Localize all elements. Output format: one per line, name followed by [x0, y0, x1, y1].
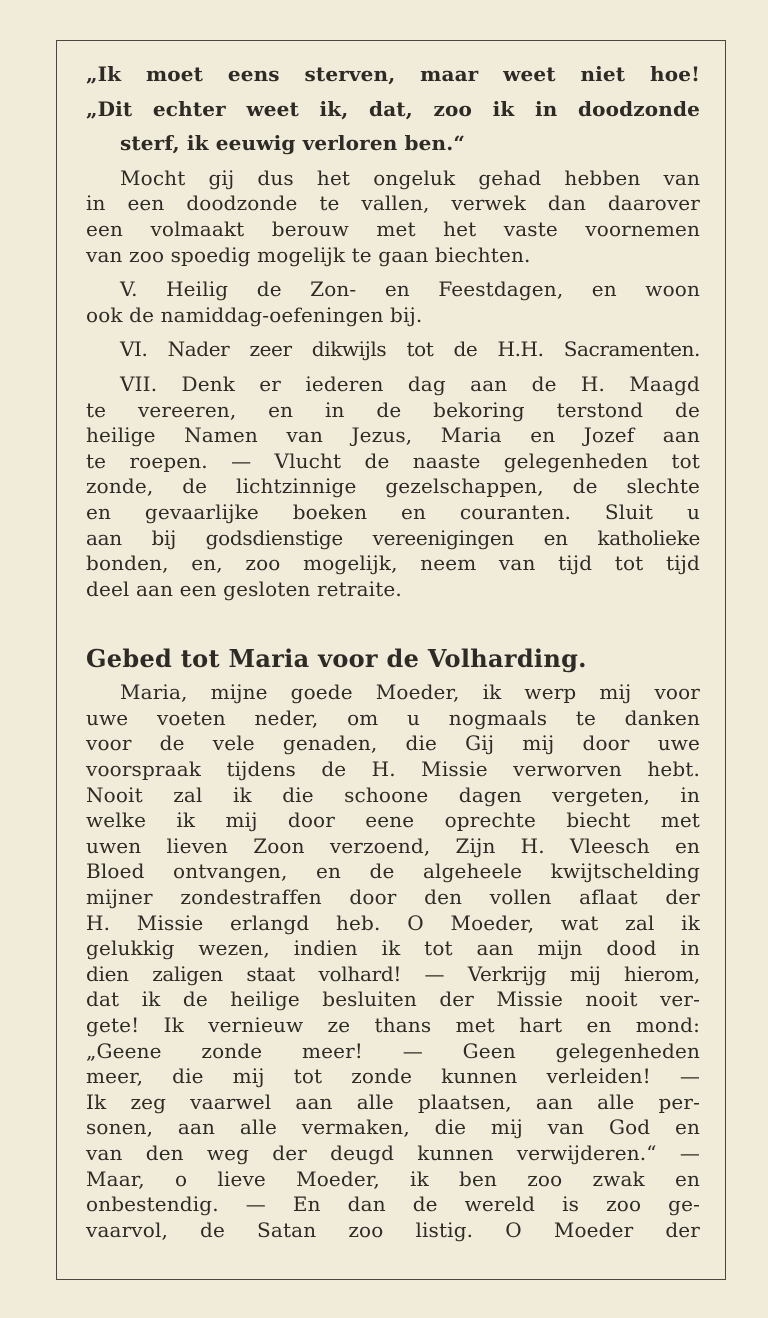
text-line: te vereeren, en in de bekoring terstond de [86, 397, 700, 422]
text-line: deel aan een gesloten retraite. [86, 576, 402, 601]
text-line: in een doodzonde te vallen, verwek dan daarover [86, 191, 700, 216]
text-line: onbestendig. — En dan de wereld is zoo ge- [86, 1192, 700, 1217]
paragraph-rule-seven [86, 372, 700, 602]
quote-line: „Dit echter weet ik, dat, zoo ik in doodzonde [86, 96, 700, 121]
quote-line: sterf, ik eeuwig verloren ben.“ [120, 131, 465, 156]
text-line: gete! Ik vernieuw ze thans met hart en mond: [86, 1013, 700, 1037]
paragraph-rule-six [86, 337, 700, 363]
text-line: VII. Denk er iederen dag aan de H. Maagd [120, 371, 700, 396]
text-line: en gevaarlijke boeken en couranten. Sluit u [86, 499, 700, 524]
paragraph-repentance [86, 166, 700, 268]
text-line: vaarvol, de Satan zoo listig. O Moeder der [86, 1217, 700, 1242]
text-line: „Geene zonde meer! — Geen gelegenheden [86, 1038, 700, 1063]
text-line: dat ik de heilige besluiten der Missie nooit ver- [86, 987, 700, 1012]
text-line: van zoo spoedig mogelijk te gaan biechten. [86, 242, 531, 267]
text-line: aan bij godsdienstige vereenigingen en katholieke [86, 525, 700, 550]
text-line: welke ik mij door eene oprechte biecht met [86, 808, 700, 833]
text-line: ook de namiddag-oefeningen bij. [86, 302, 423, 327]
quote-line: „Ik moet eens sterven, maar weet niet hoe! [86, 62, 700, 86]
text-line: een volmaakt berouw met het vaste voornemen [86, 216, 700, 241]
text-line: voorspraak tijdens de H. Missie verworven hebt. [86, 757, 700, 782]
text-line: voor de vele genaden, die Gij mij door uwe [86, 731, 700, 756]
prayer-heading: Gebed tot Maria voor de Volharding. [86, 644, 587, 674]
text-line: Maar, o lieve Moeder, ik ben zoo zwak en [86, 1166, 700, 1191]
text-line: Maria, mijne goede Moeder, ik werp mij voor [120, 680, 700, 705]
quote-block [86, 62, 700, 157]
text-line: sonen, aan alle vermaken, die mij van God en [86, 1115, 700, 1140]
text-line: mijner zondestraffen door den vollen aflaat der [86, 885, 700, 910]
text-line: uwe voeten neder, om u nogmaals te danken [86, 705, 700, 730]
text-line: gelukkig wezen, indien ik tot aan mijn dood in [86, 936, 700, 961]
text-line: VI. Nader zeer dikwijls tot de H.H. Sacramenten. [120, 337, 700, 362]
text-line: te roepen. — Vlucht de naaste gelegenheden tot [86, 448, 700, 473]
text-line: van den weg der deugd kunnen verwijderen.“ — [86, 1140, 700, 1165]
prayer-text [86, 680, 700, 1243]
text-line: dien zaligen staat volhard! — Verkrijg mij hierom, [86, 961, 700, 986]
text-line: Mocht gij dus het ongeluk gehad hebben van [120, 165, 700, 190]
text-line: heilige Namen van Jezus, Maria en Jozef aan [86, 423, 700, 448]
paragraph-rule-five [86, 277, 700, 328]
text-line: Ik zeg vaarwel aan alle plaatsen, aan alle per- [86, 1089, 700, 1114]
text-line: zonde, de lichtzinnige gezelschappen, de slechte [86, 474, 700, 499]
text-line: bonden, en, zoo mogelijk, neem van tijd tot tijd [86, 551, 700, 576]
text-line: Nooit zal ik die schoone dagen vergeten, in [86, 782, 700, 807]
text-line: H. Missie erlangd heb. O Moeder, wat zal ik [86, 910, 700, 935]
page-text [86, 62, 700, 1243]
text-line: uwen lieven Zoon verzoend, Zijn H. Vleesch en [86, 833, 700, 858]
text-line: Bloed ontvangen, en de algeheele kwijtschelding [86, 859, 700, 884]
text-line: meer, die mij tot zonde kunnen verleiden! — [86, 1064, 700, 1089]
text-line: V. Heilig de Zon- en Feestdagen, en woon [120, 277, 700, 302]
